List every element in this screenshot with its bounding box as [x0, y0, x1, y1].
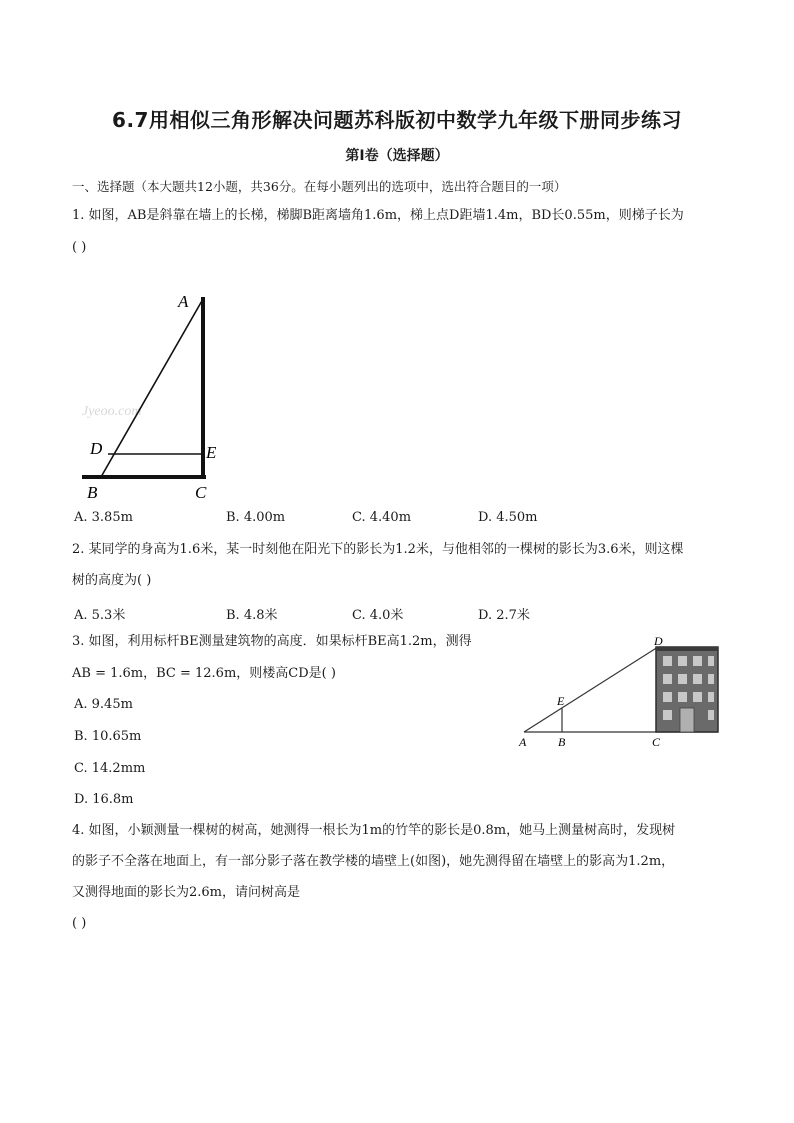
question-1-line-1: 1. 如图，AB是斜靠在墙上的长梯，梯脚B距离墙角1.6m，梯上点D距墙1.4m，BD长0.55m，则梯子长为 [72, 208, 684, 223]
section-heading: 一、选择题（本大题共12小题，共36分。在每小题列出的选项中，选出符合题目的一项） [72, 179, 567, 194]
question-4-line-3: 又测得地面的影长为2.6m，请问树高是 [72, 885, 301, 900]
label-e: E [206, 443, 217, 462]
label-b: B [558, 735, 566, 749]
question-2-line-2: 树的高度为( ) [72, 573, 152, 588]
q1-option-a: A. 3.85m [74, 510, 133, 525]
label-a: A [519, 735, 527, 749]
question-1-line-2: ( ) [72, 240, 87, 255]
page-subtitle: 第I卷（选择题） [345, 148, 449, 164]
q3-option-b: B. 10.65m [74, 729, 142, 744]
label-d: D [654, 634, 663, 648]
label-e: E [557, 694, 565, 708]
q2-option-a: A. 5.3米 [74, 608, 126, 623]
q1-option-d: D. 4.50m [478, 510, 538, 525]
question-4-line-4: ( ) [72, 916, 87, 931]
q1-option-c: C. 4.40m [352, 510, 412, 525]
label-a: A [178, 292, 189, 311]
label-c: C [195, 483, 207, 502]
question-4-line-2: 的影子不全落在地面上，有一部分影子落在教学楼的墙壁上(如图)，她先测得留在墙壁上的影高为1.2m， [72, 854, 675, 869]
question-4-line-1: 4. 如图，小颖测量一棵树的树高，她测得一根长为1m的竹竿的影长是0.8m，她马上测量树高时，发现树 [72, 823, 676, 838]
sight-line [524, 647, 658, 732]
q2-option-d: D. 2.7米 [478, 608, 530, 623]
question-3-line-1: 3. 如图，利用标杆BE测量建筑物的高度．如果标杆BE高1.2m，测得 [72, 634, 472, 649]
label-c: C [652, 735, 661, 749]
q2-option-c: C. 4.0米 [352, 608, 404, 623]
watermark: Jyeoo.com [82, 404, 142, 419]
ladder-line [101, 299, 203, 477]
question-2-line-1: 2. 某同学的身高为1.6米，某一时刻他在阳光下的影长为1.2米，与他相邻的一棵树的影长为3.6米，则这棵 [72, 542, 684, 557]
label-d: D [90, 439, 103, 458]
q2-option-b: B. 4.8米 [226, 608, 278, 623]
building-door [680, 708, 694, 732]
q1-option-b: B. 4.00m [226, 510, 286, 525]
q3-option-d: D. 16.8m [74, 792, 134, 807]
page-title: 6.7用相似三角形解决问题苏科版初中数学九年级下册同步练习 [112, 108, 682, 132]
label-b: B [87, 483, 98, 502]
q3-option-c: C. 14.2mm [74, 761, 146, 776]
question-1-figure [70, 285, 240, 505]
question-3-figure [512, 630, 727, 755]
question-3-line-2: AB = 1.6m，BC = 12.6m，则楼高CD是( ) [72, 666, 336, 681]
q3-option-a: A. 9.45m [74, 697, 133, 712]
